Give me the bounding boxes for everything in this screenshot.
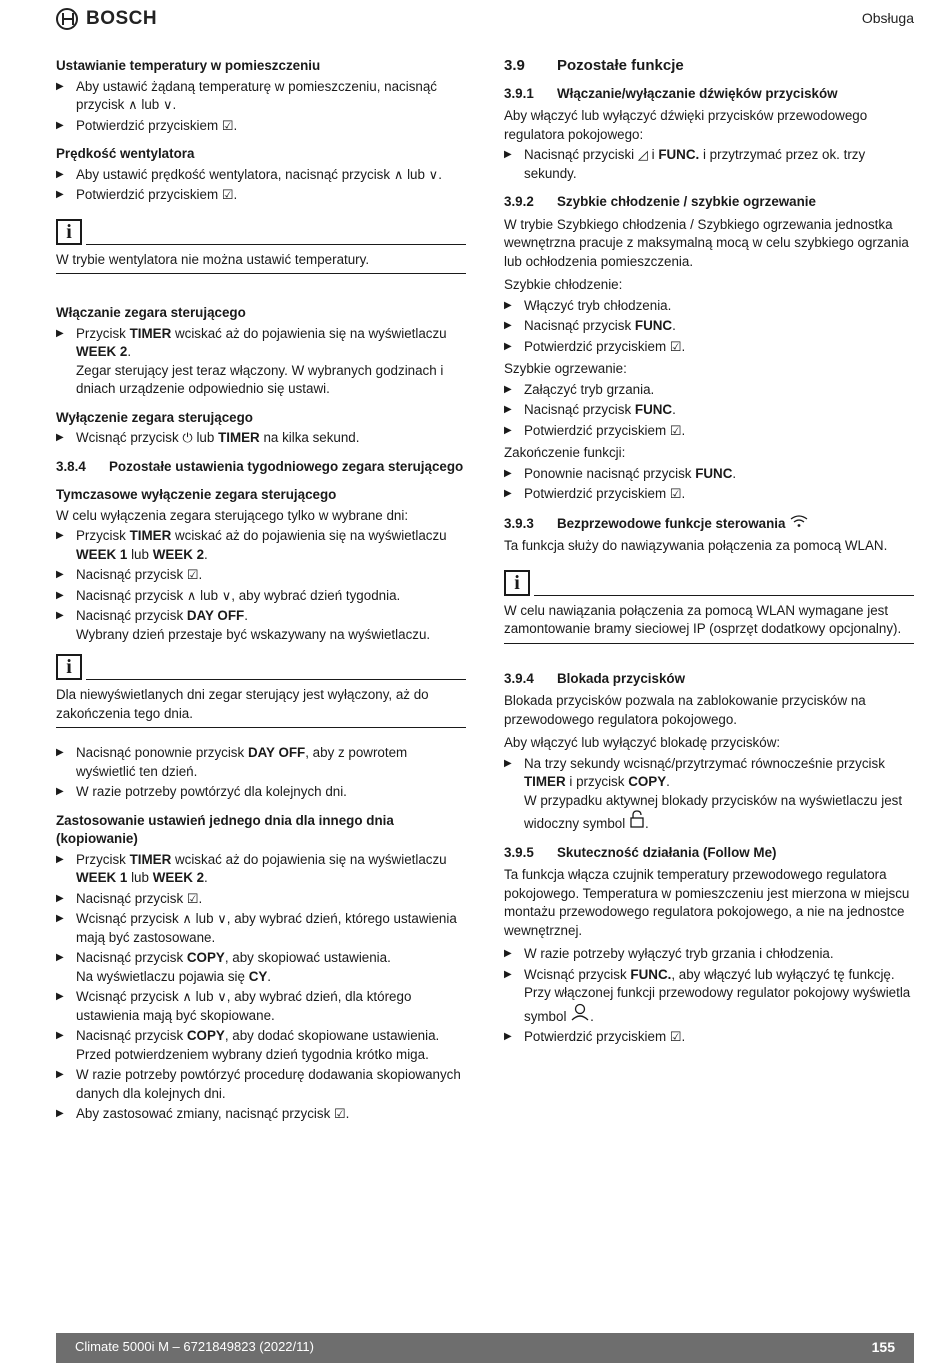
section-title: Obsługa: [861, 10, 914, 26]
text: Nacisnąć przycisk: [524, 318, 632, 333]
section-title-text: Włączanie/wyłączanie dźwięków przycisków: [557, 85, 838, 101]
text: Ponownie nacisnąć przycisk: [524, 465, 692, 481]
section-heading: [504, 85, 914, 104]
power-icon: ⏻: [182, 430, 193, 445]
list-item: [56, 988, 466, 1025]
text: Potwierdzić przyciskiem: [524, 422, 667, 438]
text: Nacisnąć przycisk: [76, 950, 184, 965]
text: Przycisk: [76, 528, 126, 543]
list-item: [56, 1027, 466, 1064]
text: na kilka sekund.: [263, 430, 360, 445]
text: .: [244, 608, 248, 623]
text: .: [172, 97, 177, 112]
section-title-text: Pozostałe ustawienia tygodniowego zegara sterującego: [109, 458, 464, 474]
text: lub: [407, 166, 425, 182]
text: wciskać aż do pojawienia się na wyświetlaczu: [174, 851, 447, 867]
section-heading: [504, 844, 914, 863]
fan-speed-heading: Prędkość wentylatora: [56, 146, 195, 161]
list-item: [56, 890, 466, 909]
info-note: [56, 654, 466, 728]
list-item: [56, 587, 466, 606]
text: , aby wybrać dzień tygodnia.: [231, 587, 401, 603]
list-item: ▶ Włączyć tryb chłodzenia.: [504, 297, 914, 316]
right-column: [504, 57, 914, 1049]
key-label: TIMER: [129, 325, 172, 341]
text: Potwierdzić przyciskiem: [76, 187, 219, 202]
text: .: [672, 318, 676, 333]
text: Wcisnąć przycisk: [524, 966, 627, 982]
key-label: CY: [248, 968, 268, 984]
page-footer: [56, 1333, 914, 1363]
list-item: [504, 317, 914, 336]
section-title-text: Bezprzewodowe funkcje sterowania: [557, 515, 786, 531]
text: Potwierdzić przyciskiem: [524, 1029, 667, 1044]
section-title-text: Skuteczność działania (Follow Me): [557, 844, 777, 860]
text: Nacisnąć przycisk: [524, 402, 632, 417]
text: i przytrzymać przez ok. trzy sekundy.: [524, 147, 866, 181]
text: Przy włączonej funkcji przewodowy regulator pokojowy wyświetla symbol: [524, 985, 911, 1024]
text: .: [345, 1106, 350, 1121]
paragraph: Aby włączyć lub wyłączyć blokadę przycisków:: [504, 735, 781, 750]
chevron-down-icon: ∨: [162, 97, 173, 112]
section-title-text: Pozostałe funkcje: [557, 57, 684, 74]
key-label: FUNC: [634, 318, 673, 333]
list-item: [56, 744, 466, 781]
section-heading: [504, 670, 914, 689]
section-number: 3.9.1: [504, 85, 534, 101]
list-item: [504, 422, 914, 441]
text: Przycisk: [76, 851, 126, 867]
text: Nacisnąć przycisk: [76, 1028, 184, 1043]
chevron-down-icon: ∨: [428, 166, 439, 182]
text: Przed potwierdzeniem wybrany dzień tygodnia krótko miga.: [76, 1046, 429, 1062]
section-heading: [504, 193, 914, 212]
text: Aby zastosować zmiany, nacisnąć przycisk: [76, 1106, 331, 1121]
text: wciskać aż do pojawienia się na wyświetlaczu: [174, 325, 447, 341]
key-label: FUNC: [695, 465, 733, 481]
list-item: ▶ Załączyć tryb grzania.: [504, 381, 914, 400]
room-temp-heading: Ustawianie temperatury w pomieszczeniu: [56, 58, 321, 73]
key-label: WEEK 2: [152, 870, 205, 885]
section-number: 3.9.3: [504, 515, 534, 531]
text: .: [666, 774, 670, 789]
list-item: [504, 338, 914, 357]
footer-document-id: Climate 5000i M – 6721849823 (2022/11): [75, 1339, 314, 1354]
key-label: DAY OFF: [186, 608, 245, 623]
text: W przypadku aktywnej blokady przycisków na wyświetlaczu jest widoczny symbol: [524, 792, 903, 831]
timer-off-heading: Wyłączenie zegara sterującego: [56, 409, 253, 425]
text: Nacisnąć przyciski: [524, 147, 635, 162]
info-icon: i: [56, 654, 82, 680]
text: lub: [195, 989, 214, 1004]
text: i: [651, 147, 655, 162]
key-label: FUNC.: [630, 966, 672, 982]
note-text: Dla niewyświetlanych dni zegar sterujący jest wyłączony, aż do zakończenia tego dnia.: [56, 680, 466, 728]
chevron-up-icon: ∧: [393, 166, 404, 182]
key-label: COPY: [186, 950, 225, 965]
checkbox-icon: ☑: [186, 567, 199, 582]
list-item: [56, 78, 466, 115]
text: Aby ustawić żądaną temperaturę w pomieszczeniu, nacisnąć przycisk: [76, 78, 437, 112]
chevron-up-icon: ∧: [128, 97, 138, 112]
list-item: [504, 465, 914, 484]
section-number: 3.9.2: [504, 194, 534, 209]
list-item: [56, 527, 466, 564]
text: .: [681, 486, 686, 501]
section-number: 3.9: [504, 57, 525, 74]
list-item: [56, 566, 466, 585]
checkbox-icon: ☑: [221, 117, 234, 133]
note-text: W celu nawiązania połączenia za pomocą WLAN wymagane jest zamontowanie bramy sieciowej IP (osprzęt dodatkowy opcjonalny).: [504, 596, 914, 644]
text: Nacisnąć przycisk: [76, 567, 184, 582]
list-item: [56, 186, 466, 205]
key-label: WEEK 2: [76, 344, 128, 359]
left-column: [56, 57, 466, 1126]
text: .: [198, 567, 203, 582]
text: .: [681, 422, 686, 438]
person-svg: [570, 1003, 590, 1021]
key-label: TIMER: [524, 774, 566, 789]
checkbox-icon: ☑: [669, 338, 682, 354]
chevron-down-icon: ∨: [217, 989, 227, 1004]
list-item: [504, 966, 914, 1027]
text: .: [127, 344, 132, 359]
text: Nacisnąć przycisk: [76, 608, 184, 623]
text: Na wyświetlaczu pojawia się: [76, 968, 245, 984]
text: .: [233, 187, 238, 202]
page-number: 155: [871, 1339, 895, 1355]
list-item: ▶ W razie potrzeby wyłączyć tryb grzania i chłodzenia.: [504, 945, 914, 964]
text: .: [438, 166, 442, 182]
section-title-text: Szybkie chłodzenie / szybkie ogrzewanie: [557, 194, 816, 209]
chevron-up-icon: ∧: [182, 911, 192, 926]
info-note: [504, 570, 914, 644]
section-title-text: Blokada przycisków: [557, 670, 686, 686]
text: .: [204, 546, 208, 562]
key-label: FUNC: [634, 402, 673, 417]
info-icon: i: [504, 570, 530, 596]
divider: [534, 595, 914, 596]
text: .: [681, 338, 686, 354]
divider: [86, 679, 466, 680]
list-item: [56, 325, 466, 399]
text: , aby z powrotem wyświetlić ten dzień.: [76, 745, 408, 779]
key-label: WEEK 2: [152, 546, 205, 562]
key-label: TIMER: [129, 528, 172, 543]
text: , aby skopiować ustawienia.: [224, 950, 391, 965]
temp-off-heading: Tymczasowe wyłączenie zegara sterującego: [56, 487, 337, 502]
list-item: [56, 949, 466, 986]
timer-on-heading: Włączanie zegara sterującego: [56, 305, 246, 320]
text: .: [267, 968, 272, 984]
chevron-up-icon: ∧: [182, 989, 192, 1004]
chevron-down-icon: ∨: [217, 911, 227, 926]
list-item: [56, 851, 466, 888]
list-item: [56, 166, 466, 185]
text: .: [590, 1008, 594, 1024]
text: .: [233, 117, 238, 133]
text: .: [198, 890, 203, 906]
checkbox-icon: ☑: [669, 486, 682, 501]
info-note: [56, 219, 466, 275]
text: Potwierdzić przyciskiem: [524, 338, 667, 354]
key-label: WEEK 1: [76, 546, 128, 562]
key-label: COPY: [628, 774, 667, 789]
text: Nacisnąć przycisk: [76, 890, 184, 906]
bosch-logo: [56, 8, 157, 30]
text: Wybrany dzień przestaje być wskazywany na wyświetlaczu.: [76, 626, 431, 642]
checkbox-icon: ☑: [334, 1106, 346, 1121]
paragraph: Aby włączyć lub wyłączyć dźwięki przycisków przewodowego regulatora pokojowego:: [504, 108, 868, 142]
checkbox-icon: ☑: [669, 1029, 682, 1044]
text: .: [681, 1029, 686, 1044]
list-item: [56, 117, 466, 136]
note-text: W trybie wentylatora nie można ustawić temperatury.: [56, 245, 466, 275]
key-label: FUNC.: [658, 147, 700, 162]
section-number: 3.8.4: [56, 458, 86, 474]
list-item: ▶ W razie potrzeby powtórzyć procedurę dodawania skopiowanych danych dla kolejnych dni.: [56, 1066, 466, 1103]
paragraph: Blokada przycisków pozwala na zablokowanie przycisków na przewodowego regulatora pokojowego.: [504, 693, 866, 727]
key-label: WEEK 1: [76, 870, 128, 885]
paragraph: Zakończenie funkcji:: [504, 445, 626, 460]
list-item: [504, 485, 914, 504]
paragraph: W celu wyłączenia zegara sterującego tylko w wybrane dni:: [56, 507, 409, 523]
section-heading: [504, 57, 914, 76]
key-label: TIMER: [129, 851, 172, 867]
section-number: 3.9.5: [504, 844, 534, 860]
chevron-up-icon: ∧: [186, 587, 197, 603]
section-heading: [56, 458, 466, 477]
checkbox-icon: ☑: [669, 422, 682, 438]
list-item: [56, 1105, 466, 1124]
text: , aby wybrać dzień, dla którego ustawienia mają być skopiowane.: [76, 989, 412, 1023]
text: , aby wybrać dzień, którego ustawienia mają być zastosowane.: [76, 911, 457, 945]
text: wciskać aż do pojawienia się na wyświetlaczu: [174, 528, 447, 543]
text: Potwierdzić przyciskiem: [524, 486, 667, 501]
list-item: [56, 429, 466, 448]
text: Potwierdzić przyciskiem: [76, 117, 219, 133]
text: lub: [131, 546, 149, 562]
text: lub: [200, 587, 219, 603]
person-icon: [570, 1003, 590, 1027]
text: lub: [131, 870, 149, 885]
chevron-down-icon: ∨: [221, 587, 232, 603]
paragraph: W trybie Szybkiego chłodzenia / Szybkiego ogrzewania jednostka wewnętrzna pracuje z maksymalną mocą w celu szybkiego ogrzania lub ochłodzenia pomieszczenia.: [504, 216, 909, 269]
lock-icon: [629, 810, 645, 834]
text: .: [732, 465, 737, 481]
key-label: DAY OFF: [247, 745, 306, 760]
paragraph: Szybkie ogrzewanie:: [504, 361, 627, 376]
text: Wcisnąć przycisk: [76, 430, 179, 445]
text: Przycisk: [76, 325, 126, 341]
text: Nacisnąć ponownie przycisk: [76, 745, 245, 760]
key-label: TIMER: [218, 430, 260, 445]
section-number: 3.9.4: [504, 670, 534, 686]
text: .: [672, 402, 676, 417]
wifi-svg: [789, 514, 809, 528]
text: Wcisnąć przycisk: [76, 989, 179, 1004]
text: i przycisk: [569, 774, 625, 789]
checkbox-icon: ☑: [186, 890, 199, 906]
text: Zegar sterujący jest teraz włączony. W wybranych godzinach i dniach urządzenie odpowiednio się ustawi.: [76, 362, 444, 396]
text: lub: [141, 97, 160, 112]
text: , aby dodać skopiowane ustawienia.: [224, 1028, 440, 1043]
text: Wcisnąć przycisk: [76, 911, 179, 926]
text: , aby włączyć lub wyłączyć tę funkcję.: [671, 966, 895, 982]
text: Aby ustawić prędkość wentylatora, nacisnąć przycisk: [76, 166, 391, 182]
list-item: ▶ W razie potrzeby powtórzyć dla kolejnych dni.: [56, 783, 466, 802]
text: .: [204, 870, 208, 885]
text: Na trzy sekundy wcisnąć/przytrzymać równocześnie przycisk: [524, 755, 885, 771]
paragraph: Ta funkcja włącza czujnik temperatury przewodowego regulatora pokojowego. Temperatura w pomieszczeniu jest mierzona w miejscu montażu przewodowego regulatora pokojowego, a nie na jednostce wewnętrznej.: [504, 867, 910, 938]
text: lub: [196, 430, 215, 445]
paragraph: Ta funkcja służy do nawiązywania połączenia za pomocą WLAN.: [504, 538, 888, 553]
lock-svg: [629, 810, 645, 828]
list-item: [504, 146, 914, 183]
list-item: [504, 1028, 914, 1047]
key-label: COPY: [186, 1028, 225, 1043]
copy-heading: Zastosowanie ustawień jednego dnia dla innego dnia (kopiowanie): [56, 812, 394, 846]
wifi-icon: [789, 514, 809, 534]
info-icon: i: [56, 219, 82, 245]
bosch-armature-icon: [56, 8, 78, 30]
list-item: [56, 607, 466, 644]
checkbox-icon: ☑: [221, 187, 234, 202]
list-item: [504, 755, 914, 834]
paragraph: Szybkie chłodzenie:: [504, 277, 623, 292]
text: Nacisnąć przycisk: [76, 587, 184, 603]
list-item: [56, 910, 466, 947]
section-heading: [504, 514, 914, 534]
list-item: [504, 401, 914, 420]
divider: [86, 244, 466, 245]
text: lub: [195, 911, 214, 926]
brand-name: BOSCH: [86, 8, 158, 29]
sound-button-icon: ◿: [637, 147, 648, 162]
text: .: [644, 816, 649, 831]
